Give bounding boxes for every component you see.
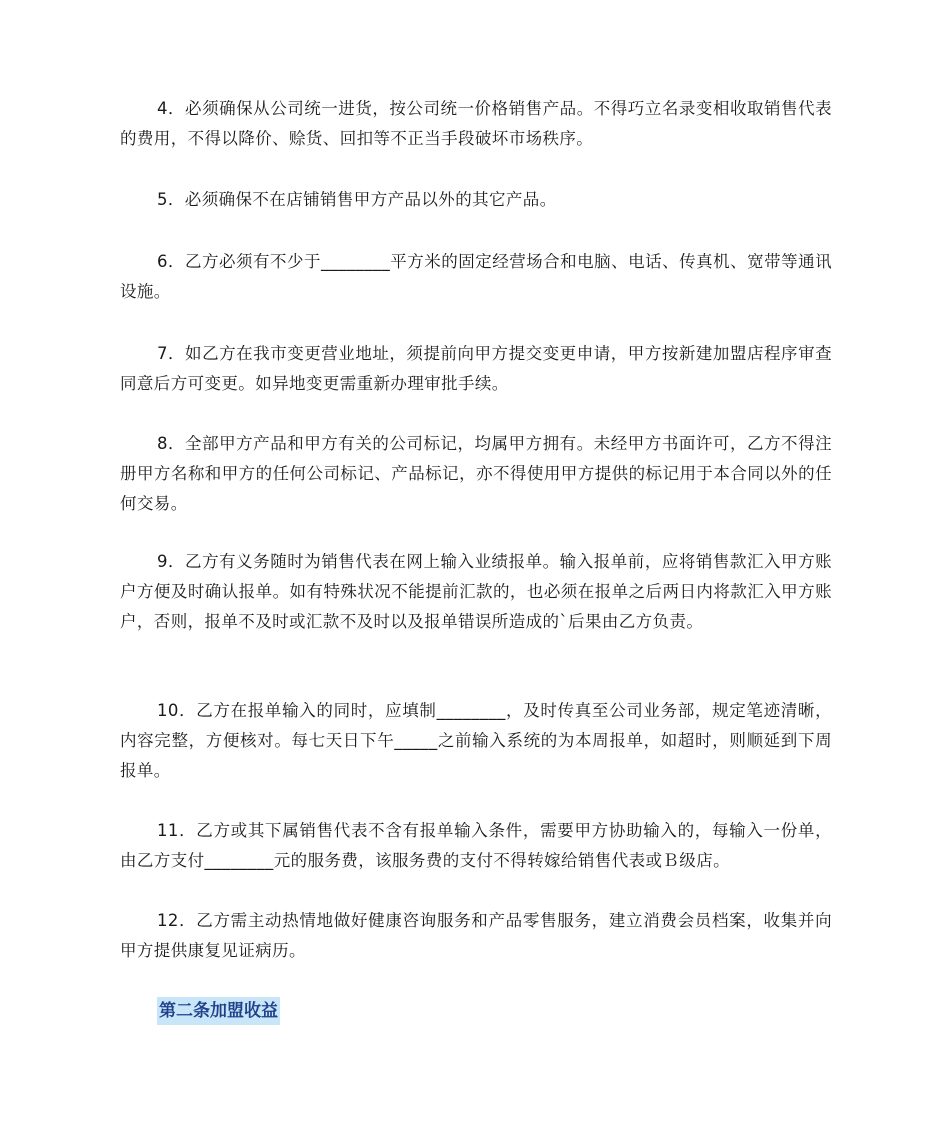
clause-9: 9．乙方有义务随时为销售代表在网上输入业绩报单。输入报单前，应将销售款汇入甲方账户方便及时确认报单。如有特殊状况不能提前汇款的，也必须在报单之后两日内将款汇入甲方账户，否则，报单不及时或汇款不及时以及报单错误所造成的`后果由乙方负责。 xyxy=(120,552,832,631)
clause-7: 7．如乙方在我市变更营业地址，须提前向甲方提交变更申请，甲方按新建加盟店程序审查同意后方可变更。如异地变更需重新办理审批手续。 xyxy=(120,344,832,393)
clause-12: 12．乙方需主动热情地做好健康咨询服务和产品零售服务，建立消费会员档案，收集并向甲方提供康复见证病历。 xyxy=(120,911,832,960)
clause-6: 6．乙方必须有不少于________平方米的固定经营场合和电脑、电话、传真机、宽带等通讯设施。 xyxy=(120,252,832,301)
section-heading: 第二条加盟收益 xyxy=(157,997,280,1025)
clause-11: 11．乙方或其下属销售代表不含有报单输入条件，需要甲方协助输入的，每输入一份单，由乙方支付________元的服务费，该服务费的支付不得转嫁给销售代表或Ｂ级店。 xyxy=(120,821,832,870)
clause-4: 4．必须确保从公司统一进货，按公司统一价格销售产品。不得巧立名录变相收取销售代表的费用，不得以降价、赊货、回扣等不正当手段破坏市场秩序。 xyxy=(120,99,832,148)
clause-10: 10．乙方在报单输入的同时，应填制________，及时传真至公司业务部，规定笔迹清晰，内容完整，方便核对。每七天日下午_____之前输入系统的为本周报单，如超时，则顺延到下周报单。 xyxy=(120,701,832,780)
clause-5: 5．必须确保不在店铺销售甲方产品以外的其它产品。 xyxy=(157,190,557,209)
clause-8: 8．全部甲方产品和甲方有关的公司标记，均属甲方拥有。未经甲方书面许可，乙方不得注册甲方名称和甲方的任何公司标记、产品标记，亦不得使用甲方提供的标记用于本合同以外的任何交易。 xyxy=(120,434,832,513)
